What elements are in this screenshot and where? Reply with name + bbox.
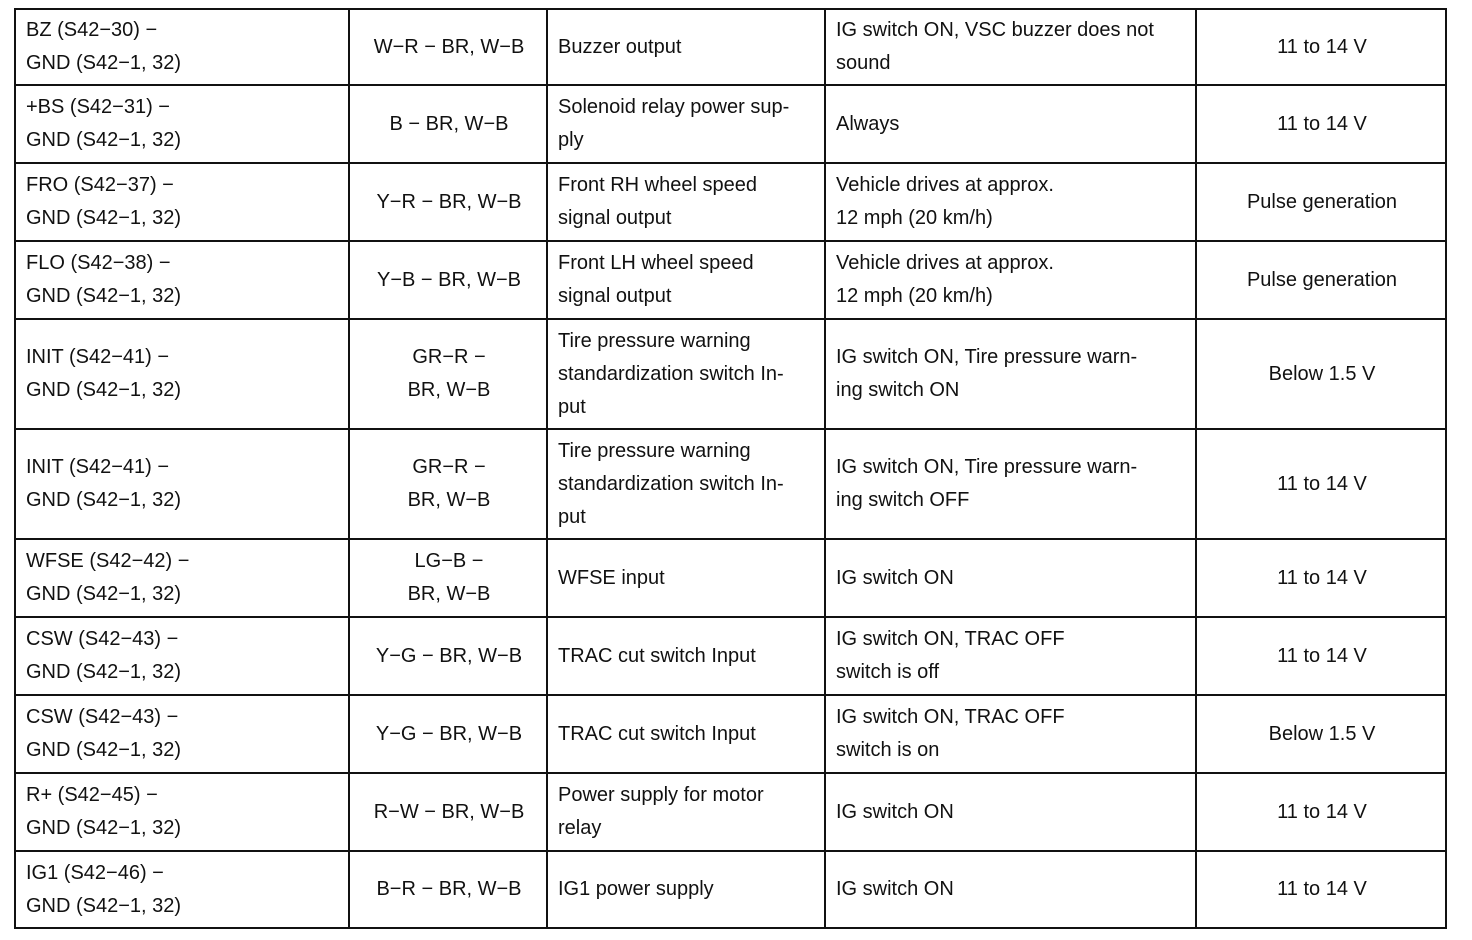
terminal-spec-table: [14, 8, 1447, 929]
wiring-color-cell: [349, 851, 547, 928]
terminal-description-cell: [547, 241, 825, 319]
terminal-cell-line: GND (S42−1, 32): [26, 739, 182, 761]
wiring-color-cell-line: LG−B −: [414, 550, 484, 572]
wiring-color-cell: [349, 319, 547, 429]
condition-cell-line: sound: [836, 52, 891, 74]
specified-condition-cell: [1196, 773, 1446, 851]
wiring-color-cell-line: Y−R − BR, W−B: [376, 190, 522, 213]
condition-cell: [825, 163, 1196, 241]
terminal-cell-line: WFSE (S42−42) −: [26, 550, 190, 572]
terminal-cell-line: GND (S42−1, 32): [26, 661, 182, 683]
condition-cell: [825, 9, 1196, 85]
terminal-cell: [15, 539, 349, 617]
condition-cell: [825, 319, 1196, 429]
wiring-color-cell: [349, 241, 547, 319]
terminal-cell-line: GND (S42−1, 32): [26, 285, 182, 307]
condition-cell-line: Vehicle drives at approx.: [836, 252, 1054, 274]
terminal-description-cell: [547, 163, 825, 241]
terminal-description-cell-line: Solenoid relay power sup-: [558, 96, 790, 118]
terminal-cell-line: CSW (S42−43) −: [26, 706, 179, 728]
table-row: [15, 85, 1446, 163]
terminal-description-cell-line: ply: [558, 129, 584, 151]
wiring-color-cell: [349, 85, 547, 163]
terminal-description-cell-line: put: [558, 505, 586, 528]
table-row: [15, 617, 1446, 695]
terminal-cell-line: IG1 (S42−46) −: [26, 861, 164, 884]
terminal-cell-line: +BS (S42−31) −: [26, 96, 170, 118]
terminal-cell: [15, 163, 349, 241]
specified-condition-cell: [1196, 695, 1446, 773]
terminal-description-cell-line: standardization switch In-: [558, 472, 784, 495]
terminal-cell-line: GND (S42−1, 32): [26, 129, 182, 151]
table-row: [15, 241, 1446, 319]
table-row: [15, 9, 1446, 85]
terminal-description-cell-line: Power supply for motor: [558, 784, 764, 806]
condition-cell-line: IG switch ON, Tire pressure warn-: [836, 346, 1138, 368]
wiring-color-cell: [349, 695, 547, 773]
table-row: [15, 851, 1446, 928]
terminal-description-cell-line: Front RH wheel speed: [558, 174, 757, 196]
wiring-color-cell-line: GR−R −: [412, 346, 486, 368]
terminal-description-cell-line: TRAC cut switch Input: [558, 644, 756, 667]
specified-condition-cell-value: Pulse generation: [1246, 190, 1398, 213]
table-row: [15, 695, 1446, 773]
specified-condition-cell-value: 11 to 14 V: [1277, 35, 1367, 58]
specified-condition-cell: [1196, 617, 1446, 695]
terminal-cell-line: GND (S42−1, 32): [26, 817, 182, 839]
terminal-description-cell-line: Tire pressure warning: [558, 439, 751, 462]
terminal-description-cell-line: Tire pressure warning: [558, 329, 751, 352]
condition-cell-line: ing switch ON: [836, 379, 960, 401]
wiring-color-cell-line: Y−G − BR, W−B: [375, 644, 523, 667]
condition-cell-line: IG switch ON: [836, 800, 954, 823]
wiring-color-cell: [349, 429, 547, 539]
condition-cell: [825, 617, 1196, 695]
condition-cell: [825, 429, 1196, 539]
terminal-cell-line: BZ (S42−30) −: [26, 19, 158, 41]
wiring-color-cell-line: W−R − BR, W−B: [373, 35, 525, 58]
condition-cell-line: IG switch ON, VSC buzzer does not: [836, 19, 1154, 41]
specified-condition-cell: [1196, 163, 1446, 241]
wiring-color-cell-line: B − BR, W−B: [389, 112, 509, 135]
wiring-color-cell: [349, 163, 547, 241]
terminal-cell-line: FRO (S42−37) −: [26, 174, 174, 196]
specified-condition-cell-value: 11 to 14 V: [1277, 878, 1367, 900]
wiring-color-cell: [349, 539, 547, 617]
specified-condition-cell: [1196, 851, 1446, 928]
table-row: [15, 429, 1446, 539]
condition-cell-line: switch is on: [836, 739, 940, 761]
terminal-cell: [15, 319, 349, 429]
wiring-color-cell-line: B−R − BR, W−B: [376, 878, 522, 900]
condition-cell-line: IG switch ON, Tire pressure warn-: [836, 456, 1138, 478]
terminal-cell: [15, 851, 349, 928]
specified-condition-cell-value: 11 to 14 V: [1277, 644, 1367, 667]
terminal-cell-line: INIT (S42−41) −: [26, 346, 170, 368]
terminal-description-cell: [547, 773, 825, 851]
wiring-color-cell-line: R−W − BR, W−B: [373, 800, 525, 823]
terminal-description-cell: [547, 319, 825, 429]
wiring-color-cell-line: BR, W−B: [407, 583, 491, 605]
table-body: [15, 9, 1446, 928]
specified-condition-cell-value: Pulse generation: [1246, 268, 1398, 291]
terminal-description-cell-line: signal output: [558, 207, 672, 229]
terminal-description-cell-line: IG1 power supply: [558, 878, 714, 900]
wiring-color-cell-line: Y−B − BR, W−B: [377, 268, 521, 291]
table-row: [15, 773, 1446, 851]
condition-cell-line: 12 mph (20 km/h): [836, 285, 993, 307]
terminal-cell-line: INIT (S42−41) −: [26, 456, 170, 478]
terminal-cell-line: GND (S42−1, 32): [26, 379, 182, 401]
specified-condition-cell: [1196, 9, 1446, 85]
specified-condition-cell: [1196, 429, 1446, 539]
terminal-description-cell: [547, 429, 825, 539]
terminal-cell: [15, 773, 349, 851]
terminal-cell-line: GND (S42−1, 32): [26, 583, 182, 605]
condition-cell-line: ing switch OFF: [836, 489, 970, 511]
terminal-cell: [15, 9, 349, 85]
terminal-description-cell-line: Front LH wheel speed: [558, 252, 754, 274]
wiring-color-cell: [349, 617, 547, 695]
terminal-description-cell-line: relay: [558, 817, 602, 839]
terminal-cell-line: GND (S42−1, 32): [26, 894, 182, 917]
terminal-cell-line: FLO (S42−38) −: [26, 252, 171, 274]
terminal-description-cell-line: signal output: [558, 285, 672, 307]
specified-condition-cell-value: Below 1.5 V: [1268, 362, 1376, 385]
terminal-cell-line: R+ (S42−45) −: [26, 784, 158, 806]
specified-condition-cell-value: 11 to 14 V: [1277, 472, 1367, 495]
specified-condition-cell-value: Below 1.5 V: [1268, 722, 1376, 745]
condition-cell-line: IG switch ON: [836, 566, 954, 589]
terminal-cell: [15, 241, 349, 319]
terminal-description-cell-line: WFSE input: [558, 566, 665, 589]
wiring-color-cell: [349, 9, 547, 85]
terminal-description-cell: [547, 9, 825, 85]
terminal-cell: [15, 617, 349, 695]
terminal-description-cell-line: Buzzer output: [558, 35, 682, 58]
condition-cell: [825, 695, 1196, 773]
terminal-description-cell: [547, 617, 825, 695]
condition-cell-line: IG switch ON, TRAC OFF: [836, 628, 1065, 650]
terminal-description-cell-line: standardization switch In-: [558, 362, 784, 385]
condition-cell: [825, 85, 1196, 163]
wiring-color-cell-line: BR, W−B: [407, 379, 491, 401]
condition-cell-line: 12 mph (20 km/h): [836, 207, 993, 229]
specified-condition-cell-value: 11 to 14 V: [1277, 112, 1367, 135]
wiring-color-cell-line: GR−R −: [412, 456, 486, 478]
condition-cell: [825, 539, 1196, 617]
terminal-cell-line: GND (S42−1, 32): [26, 489, 182, 511]
condition-cell-line: IG switch ON: [836, 878, 954, 900]
terminal-description-cell: [547, 851, 825, 928]
table-row: [15, 319, 1446, 429]
terminal-description-cell-line: put: [558, 395, 586, 418]
condition-cell-line: Always: [836, 112, 900, 135]
terminal-description-cell: [547, 85, 825, 163]
wiring-color-cell: [349, 773, 547, 851]
terminal-cell: [15, 85, 349, 163]
table-row: [15, 163, 1446, 241]
condition-cell-line: Vehicle drives at approx.: [836, 174, 1054, 196]
condition-cell-line: IG switch ON, TRAC OFF: [836, 706, 1065, 728]
terminal-cell-line: GND (S42−1, 32): [26, 52, 182, 74]
terminal-cell-line: CSW (S42−43) −: [26, 628, 179, 650]
condition-cell: [825, 241, 1196, 319]
specified-condition-cell: [1196, 539, 1446, 617]
specified-condition-cell: [1196, 85, 1446, 163]
specified-condition-cell-value: 11 to 14 V: [1277, 566, 1367, 589]
terminal-description-cell: [547, 539, 825, 617]
terminal-description-cell-line: TRAC cut switch Input: [558, 722, 756, 745]
wiring-color-cell-line: Y−G − BR, W−B: [375, 722, 523, 745]
wiring-color-cell-line: BR, W−B: [407, 489, 491, 511]
terminal-cell: [15, 695, 349, 773]
specified-condition-cell: [1196, 241, 1446, 319]
condition-cell-line: switch is off: [836, 661, 939, 683]
terminal-description-cell: [547, 695, 825, 773]
condition-cell: [825, 773, 1196, 851]
terminal-cell: [15, 429, 349, 539]
table-row: [15, 539, 1446, 617]
terminal-cell-line: GND (S42−1, 32): [26, 207, 182, 229]
specified-condition-cell-value: 11 to 14 V: [1277, 800, 1367, 823]
condition-cell: [825, 851, 1196, 928]
specified-condition-cell: [1196, 319, 1446, 429]
